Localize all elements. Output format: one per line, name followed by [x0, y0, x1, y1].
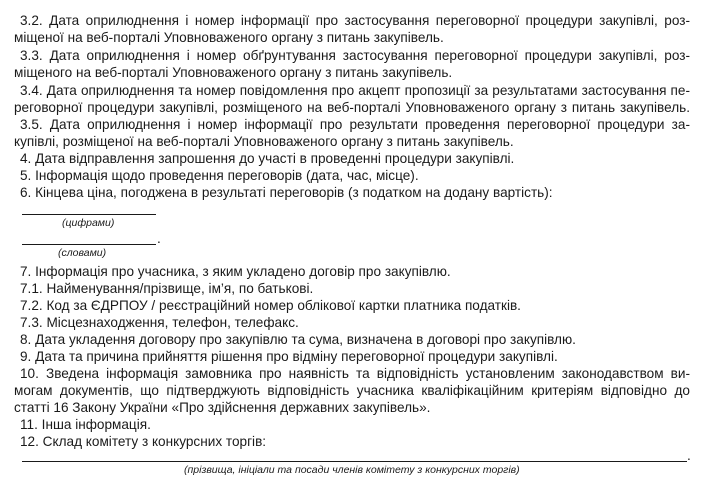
para-7: 7. Інформація про учасника, з яким укладено договір про закупівлю. [20, 264, 451, 279]
price-words-period: . [157, 231, 161, 246]
para-12: 12. Склад комітету з конкурсних торгів: [20, 434, 267, 449]
para-8: 8. Дата укладення договору про закупівлю та сума, визначена в договорі про закупівлю. [20, 332, 576, 347]
price-words-line [22, 244, 156, 245]
caption-committee: (прізвища, ініціали та посади членів комітету з конкурсних торгів) [184, 464, 520, 476]
caption-words: (словами) [58, 247, 107, 259]
para-3-4-line2: реговорної процедури закупівлі, розміщеного на веб-порталі Уповноваженого органу з питань закупівель. [14, 100, 690, 115]
para-3-3-line2: міщеного на веб-порталі Уповноваженого органу з питань закупівель. [14, 65, 453, 80]
para-3-5-line1: 3.5. Дата оприлюднення і номер інформації про результати проведення переговорної процедури за- [20, 117, 690, 132]
para-3-2-line2: міщеної на веб-порталі Уповноваженого органу з питань закупівель. [14, 30, 444, 45]
para-7-3: 7.3. Місцезнаходження, телефон, телефакс. [20, 315, 299, 330]
para-3-5-line2: купівлі, розміщеної на веб-порталі Уповноваженого органу з питань закупівель. [14, 134, 514, 149]
para-7-2: 7.2. Код за ЄДРПОУ / реєстраційний номер облікової картки платника податків. [20, 298, 521, 313]
para-9: 9. Дата та причина прийняття рішення про відміну переговорної процедури закупівлі. [20, 349, 558, 364]
para-11: 11. Інша інформація. [20, 417, 151, 432]
para-3-4-line1: 3.4. Дата оприлюднення та номер повідомлення про акцепт пропозиції за результатами застосування пе- [20, 83, 690, 98]
para-3-2-line1: 3.2. Дата оприлюднення і номер інформації про застосування переговорної процедури закупівлі, роз- [20, 13, 690, 28]
para-7-1: 7.1. Найменування/прізвище, ім’я, по батькові. [20, 281, 314, 296]
para-3-3-line1: 3.3. Дата оприлюднення і номер обґрунтування застосування переговорної процедури закупівлі, роз- [20, 48, 690, 63]
para-10-line1: 10. Зведена інформація замовника про наявність та відповідність установленим законодавством ви- [20, 366, 690, 381]
caption-digits: (цифрами) [62, 217, 115, 229]
para-10-line2: могам документів, що підтверджують відповідність учасника кваліфікаційним критеріям відповідно до [14, 383, 690, 398]
committee-line [22, 461, 687, 462]
para-5: 5. Інформація щодо проведення переговорів (дата, час, місце). [20, 168, 419, 183]
para-4: 4. Дата відправлення запрошення до участі в проведенні процедури закупівлі. [20, 151, 515, 166]
committee-period: . [687, 448, 691, 463]
para-6: 6. Кінцева ціна, погоджена в результаті переговорів (з податком на додану вартість): [20, 185, 553, 200]
price-digits-line [22, 214, 156, 215]
para-10-line3: статті 16 Закону України «Про здійснення державних закупівель». [14, 400, 431, 415]
